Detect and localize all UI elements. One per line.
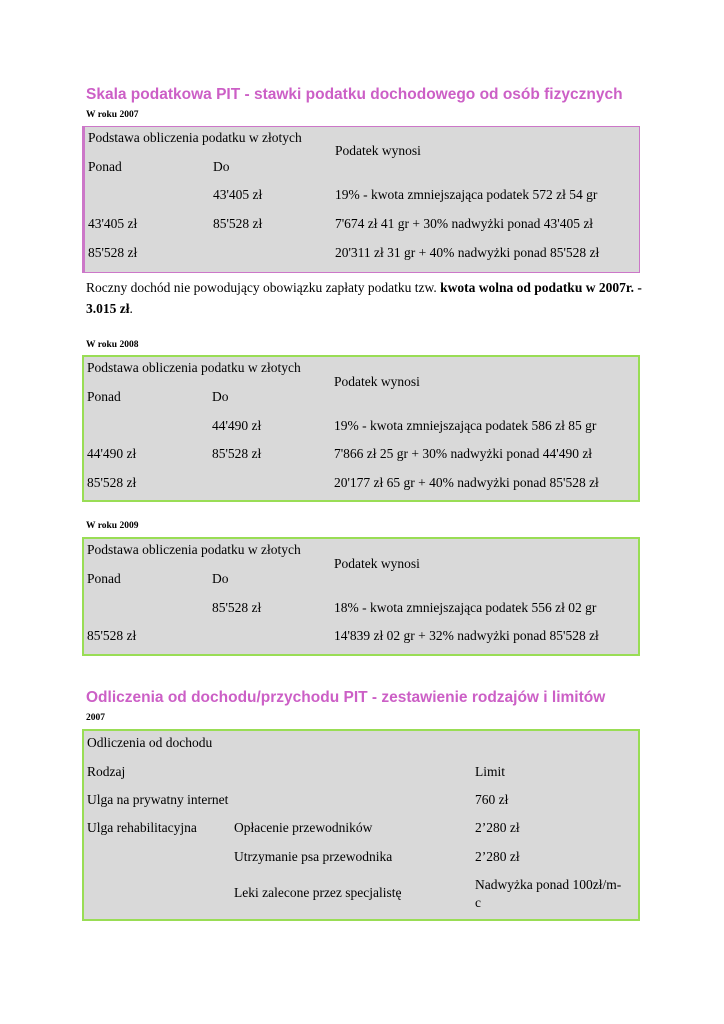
deductions-year: 2007 — [86, 713, 105, 723]
row3-tax: 20'311 zł 31 gr + 40% nadwyżki ponad 85'528 zł — [335, 245, 600, 260]
row3-tax: 20'177 zł 65 gr + 40% nadwyżki ponad 85'528 zł — [334, 475, 599, 490]
year-label-2009: W roku 2009 — [86, 521, 139, 531]
row2-limit: 2’280 zł — [475, 820, 520, 835]
header-base: Podstawa obliczenia podatku w złotych — [87, 542, 301, 557]
row4-sub: Leki zalecone przez specjalistę — [234, 885, 402, 900]
col-to: Do — [213, 159, 230, 174]
header-base: Podstawa obliczenia podatku w złotych — [88, 130, 302, 145]
header-tax: Podatek wynosi — [334, 374, 420, 389]
tax-table-2009 — [82, 537, 640, 656]
section-title-tax-scale: Skala podatkowa PIT - stawki podatku dochodowego od osób fizycznych — [86, 86, 623, 103]
row1-to: 44'490 zł — [212, 418, 262, 433]
row1-limit: 760 zł — [475, 792, 509, 807]
row1-tax: 19% - kwota zmniejszająca podatek 586 zł 85 gr — [334, 418, 597, 433]
col-from: Ponad — [87, 571, 121, 586]
col-type: Rodzaj — [87, 764, 126, 779]
section-title-deductions: Odliczenia od dochodu/przychodu PIT - zestawienie rodzajów i limitów — [86, 689, 606, 706]
note-text: Roczny dochód nie powodujący obowiązku zapłaty podatku tzw. — [86, 280, 441, 295]
col-limit: Limit — [475, 764, 505, 779]
row2-sub: Opłacenie przewodników — [234, 820, 373, 835]
note-bold: kwota wolna od podatku w 2007r. - 3.015 zł — [86, 280, 642, 316]
row3-from: 85'528 zł — [88, 245, 138, 260]
col-to: Do — [212, 389, 229, 404]
row2-from: 85'528 zł — [87, 628, 137, 643]
header-base: Podstawa obliczenia podatku w złotych — [87, 360, 301, 375]
row2-from: 43'405 zł — [88, 216, 138, 231]
deductions-table — [82, 729, 640, 921]
col-from: Ponad — [87, 389, 121, 404]
row2-from: 44'490 zł — [87, 446, 137, 461]
row1-tax: 19% - kwota zmniejszająca podatek 572 zł 54 gr — [335, 187, 598, 202]
row1-to: 43'405 zł — [213, 187, 263, 202]
row2-tax: 7'674 zł 41 gr + 30% nadwyżki ponad 43'405 zł — [335, 216, 594, 231]
row2-type: Ulga rehabilitacyjna — [87, 820, 197, 835]
deductions-header: Odliczenia od dochodu — [87, 735, 213, 750]
row2-to: 85'528 zł — [212, 446, 262, 461]
year-label-2008: W roku 2008 — [86, 340, 139, 350]
note-end: . — [129, 301, 133, 316]
row4-limit-line2: c — [475, 895, 481, 910]
row3-limit: 2’280 zł — [475, 849, 520, 864]
row1-tax: 18% - kwota zmniejszająca podatek 556 zł 02 gr — [334, 600, 597, 615]
header-tax: Podatek wynosi — [334, 556, 420, 571]
row2-tax: 7'866 zł 25 gr + 30% nadwyżki ponad 44'490 zł — [334, 446, 593, 461]
row3-sub: Utrzymanie psa przewodnika — [234, 849, 393, 864]
row3-from: 85'528 zł — [87, 475, 137, 490]
row1-to: 85'528 zł — [212, 600, 262, 615]
row1-type: Ulga na prywatny internet — [87, 792, 229, 807]
row4-limit-line1: Nadwyżka ponad 100zł/m- — [475, 877, 622, 892]
tax-table-2007 — [82, 126, 640, 273]
tax-table-2008 — [82, 355, 640, 502]
row2-to: 85'528 zł — [213, 216, 263, 231]
tax-free-amount-note — [86, 277, 646, 319]
year-label-2007: W roku 2007 — [86, 110, 139, 120]
col-from: Ponad — [88, 159, 122, 174]
header-tax: Podatek wynosi — [335, 143, 421, 158]
col-to: Do — [212, 571, 229, 586]
row2-tax: 14'839 zł 02 gr + 32% nadwyżki ponad 85'528 zł — [334, 628, 599, 643]
